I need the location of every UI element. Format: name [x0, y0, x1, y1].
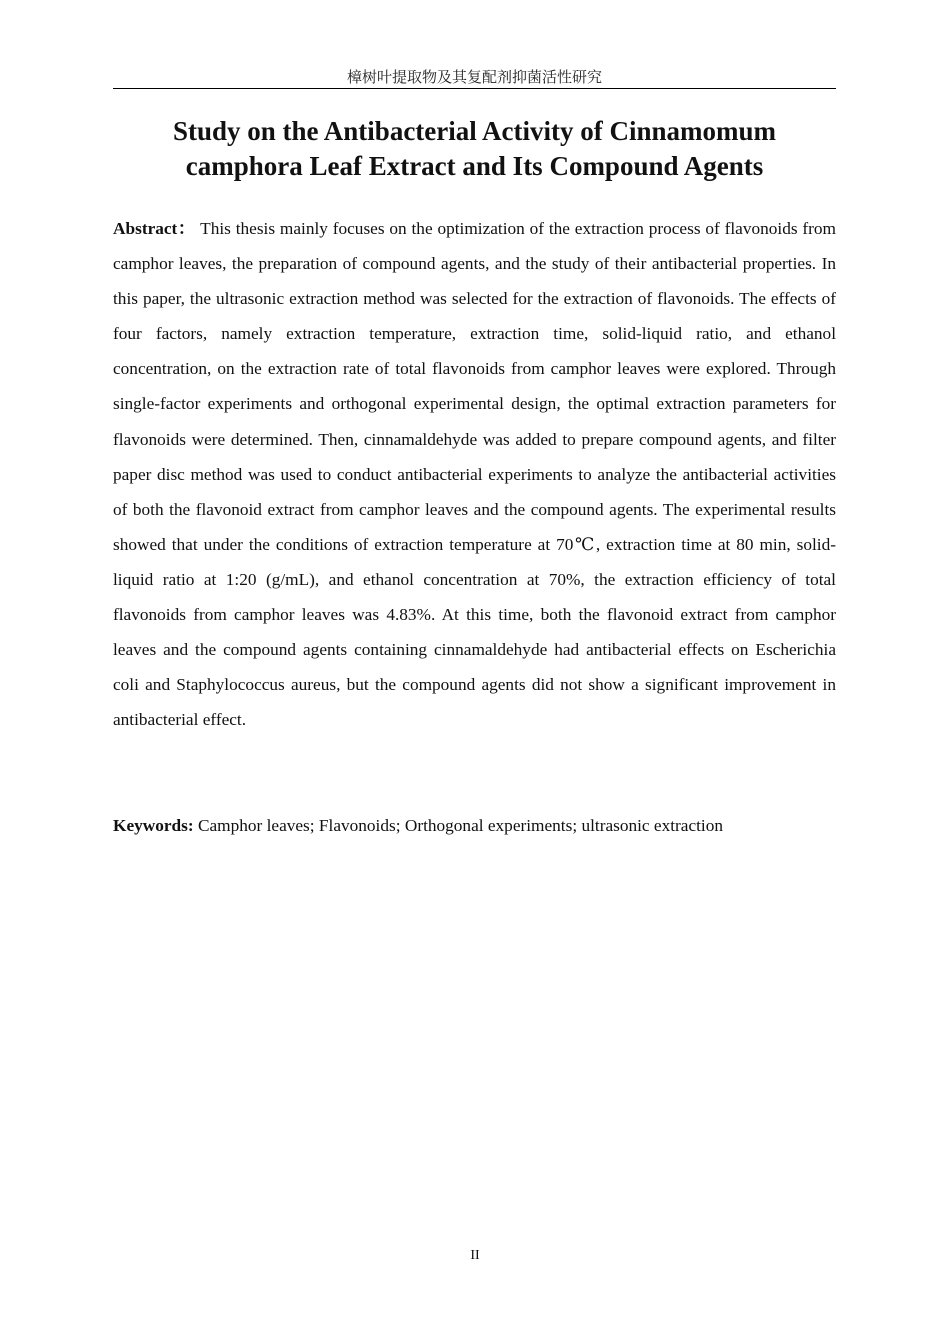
- keywords-label: Keywords:: [113, 816, 194, 835]
- page-number: II: [470, 1248, 480, 1263]
- abstract-text: This thesis mainly focuses on the optimization of the extraction process of flavonoids from camphor leaves, the preparation of compound agents, and the study of their antibacterial properties. In this paper, the ultrasonic extraction method was selected for the extraction of flavonoids. The effects of four factors, namely extraction temperature, extraction time, solid-liquid ratio, and ethanol concentration, on the extraction rate of total flavonoids from camphor leaves were explored. Through single-factor experiments and orthogonal experimental design, the optimal extraction parameters for flavonoids were determined. Then, cinnamaldehyde was added to prepare compound agents, and filter paper disc method was used to conduct antibacterial experiments to analyze the antibacterial activities of both the flavonoid extract from camphor leaves and the compound agents. The experimental results showed that under the conditions of extraction temperature at 70℃, extraction time at 80 min, solid-liquid ratio at 1:20 (g/mL), and ethanol concentration at 70%, the extraction efficiency of total flavonoids from camphor leaves was 4.83%. At this time, both the flavonoid extract from camphor leaves and the compound agents containing cinnamaldehyde had antibacterial effects on Escherichia coli and Staphylococcus aureus, but the compound agents did not show a significant improvement in antibacterial effect.: [113, 219, 836, 730]
- keywords-paragraph: [113, 808, 836, 843]
- keywords-text: Camphor leaves; Flavonoids; Orthogonal experiments; ultrasonic extraction: [197, 816, 724, 835]
- title-line-2: camphora Leaf Extract and Its Compound Agents: [185, 151, 764, 181]
- paper-title: [113, 114, 836, 184]
- abstract-paragraph: [113, 211, 836, 737]
- running-header: 樟树叶提取物及其复配剂抑菌活性研究: [346, 68, 602, 86]
- header-rule: [113, 88, 836, 89]
- abstract-label: Abstract：: [113, 219, 196, 238]
- title-line-1: Study on the Antibacterial Activity of Cinnamomum: [172, 116, 777, 146]
